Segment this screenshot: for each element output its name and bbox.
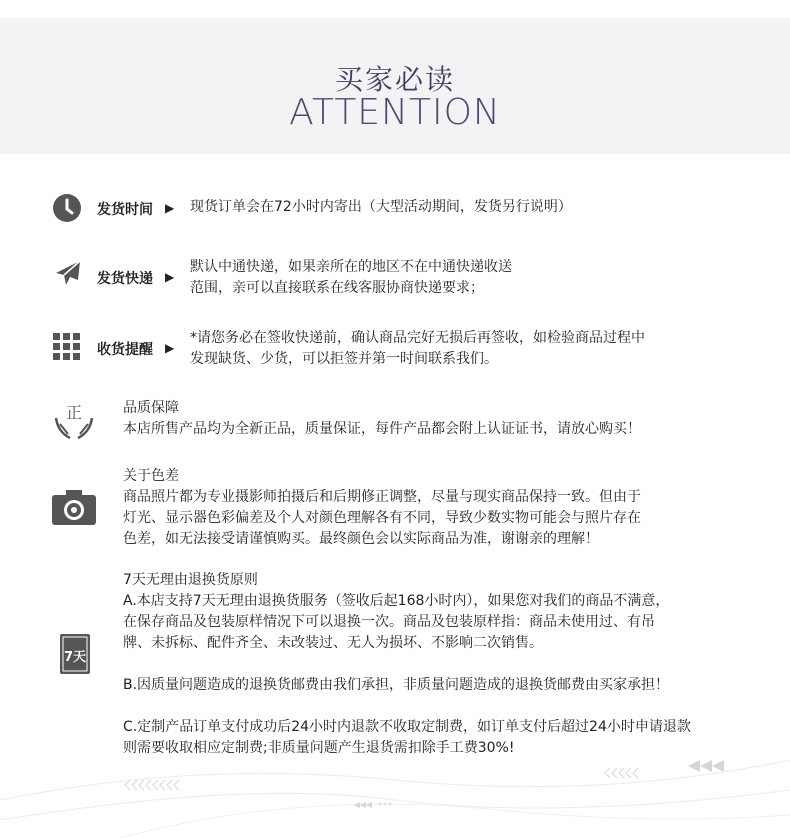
arrow-right-icon: ▶ bbox=[165, 270, 175, 284]
decorative-lines bbox=[0, 740, 790, 838]
returns-b-text: B.因质量问题造成的退换货邮费由我们承担，非质量问题造成的退换货邮费由买家承担！ bbox=[123, 677, 670, 693]
page-title: 买家必读 bbox=[334, 63, 455, 96]
shipping-time-text: 现货订单会在72小时内寄出（大型活动期间，发货另行说明） bbox=[190, 199, 572, 215]
color-diff-heading: 关于色差 bbox=[123, 468, 179, 484]
returns-section: 7天无理由退换货原则 A.本店支持7天无理由退换货服务（签收后起168小时内），如果您对我们的商品不满意， 在保存商品及包装原样情况下可以退换一次。商品及包装原样指：商品未使用过、有吊 牌、未拆标、配件齐全、未改装过、无人为损坏、不影响二次销售。 B.因质量问题造成的退换货邮费由我们承担，非质量问题造成的退换货邮费由买家承担！ C.定制产品订单支付成功后24小时内退款不收取定制费，如订单支付后超过24小时申请退款 则需要收取相应定制费;非质量问题产生退货需扣除手工费30%! bbox=[123, 572, 691, 756]
shipping-courier-label: 发货快递 bbox=[97, 271, 153, 287]
returns-heading: 7天无理由退换货原则 bbox=[123, 572, 258, 588]
airplane-icon bbox=[52, 258, 84, 290]
svg-text:正: 正 bbox=[65, 403, 83, 422]
color-diff-section: 关于色差 商品照片都为专业摄影师拍摄后和后期修正调整，尽量与现实商品保持一致。但由于 灯光、显示器色彩偏差及个人对颜色理解各有不同，导致少数实物可能会与照片存在 色差，如无法接受请谨慎购买。最终颜色会以实际商品为准，谢谢亲的理解！ bbox=[123, 468, 641, 547]
arrow-right-icon: ▶ bbox=[165, 341, 175, 355]
clock-icon bbox=[52, 193, 82, 223]
seven-day-icon bbox=[60, 634, 90, 674]
page-subtitle: ATTENTION bbox=[289, 92, 501, 133]
shipping-courier-text: 默认中通快递，如果亲所在的地区不在中通快递收送 范围，亲可以直接联系在线客服协商快递要求； bbox=[190, 259, 512, 296]
svg-text:7天: 7天 bbox=[63, 650, 87, 665]
quality-section bbox=[123, 398, 641, 440]
grid-icon bbox=[53, 333, 81, 361]
camera-icon bbox=[52, 489, 96, 525]
receiving-reminder-label: 收货提醒 bbox=[97, 342, 153, 358]
quality-heading: 品质保障 bbox=[123, 400, 179, 416]
shipping-time-label: 发货时间 bbox=[97, 202, 153, 218]
quality-text: 本店所售产品均为全新正品，质量保证，每件产品都会附上认证证书，请放心购买！ bbox=[123, 421, 641, 437]
hands-genuine-icon bbox=[52, 398, 96, 442]
receiving-reminder-text: *请您务必在签收快递前，确认商品完好无损后再签收，如检验商品过程中 发现缺货、少货，可以拒签并第一时间联系我们。 bbox=[190, 330, 645, 367]
arrow-right-icon: ▶ bbox=[165, 201, 175, 215]
